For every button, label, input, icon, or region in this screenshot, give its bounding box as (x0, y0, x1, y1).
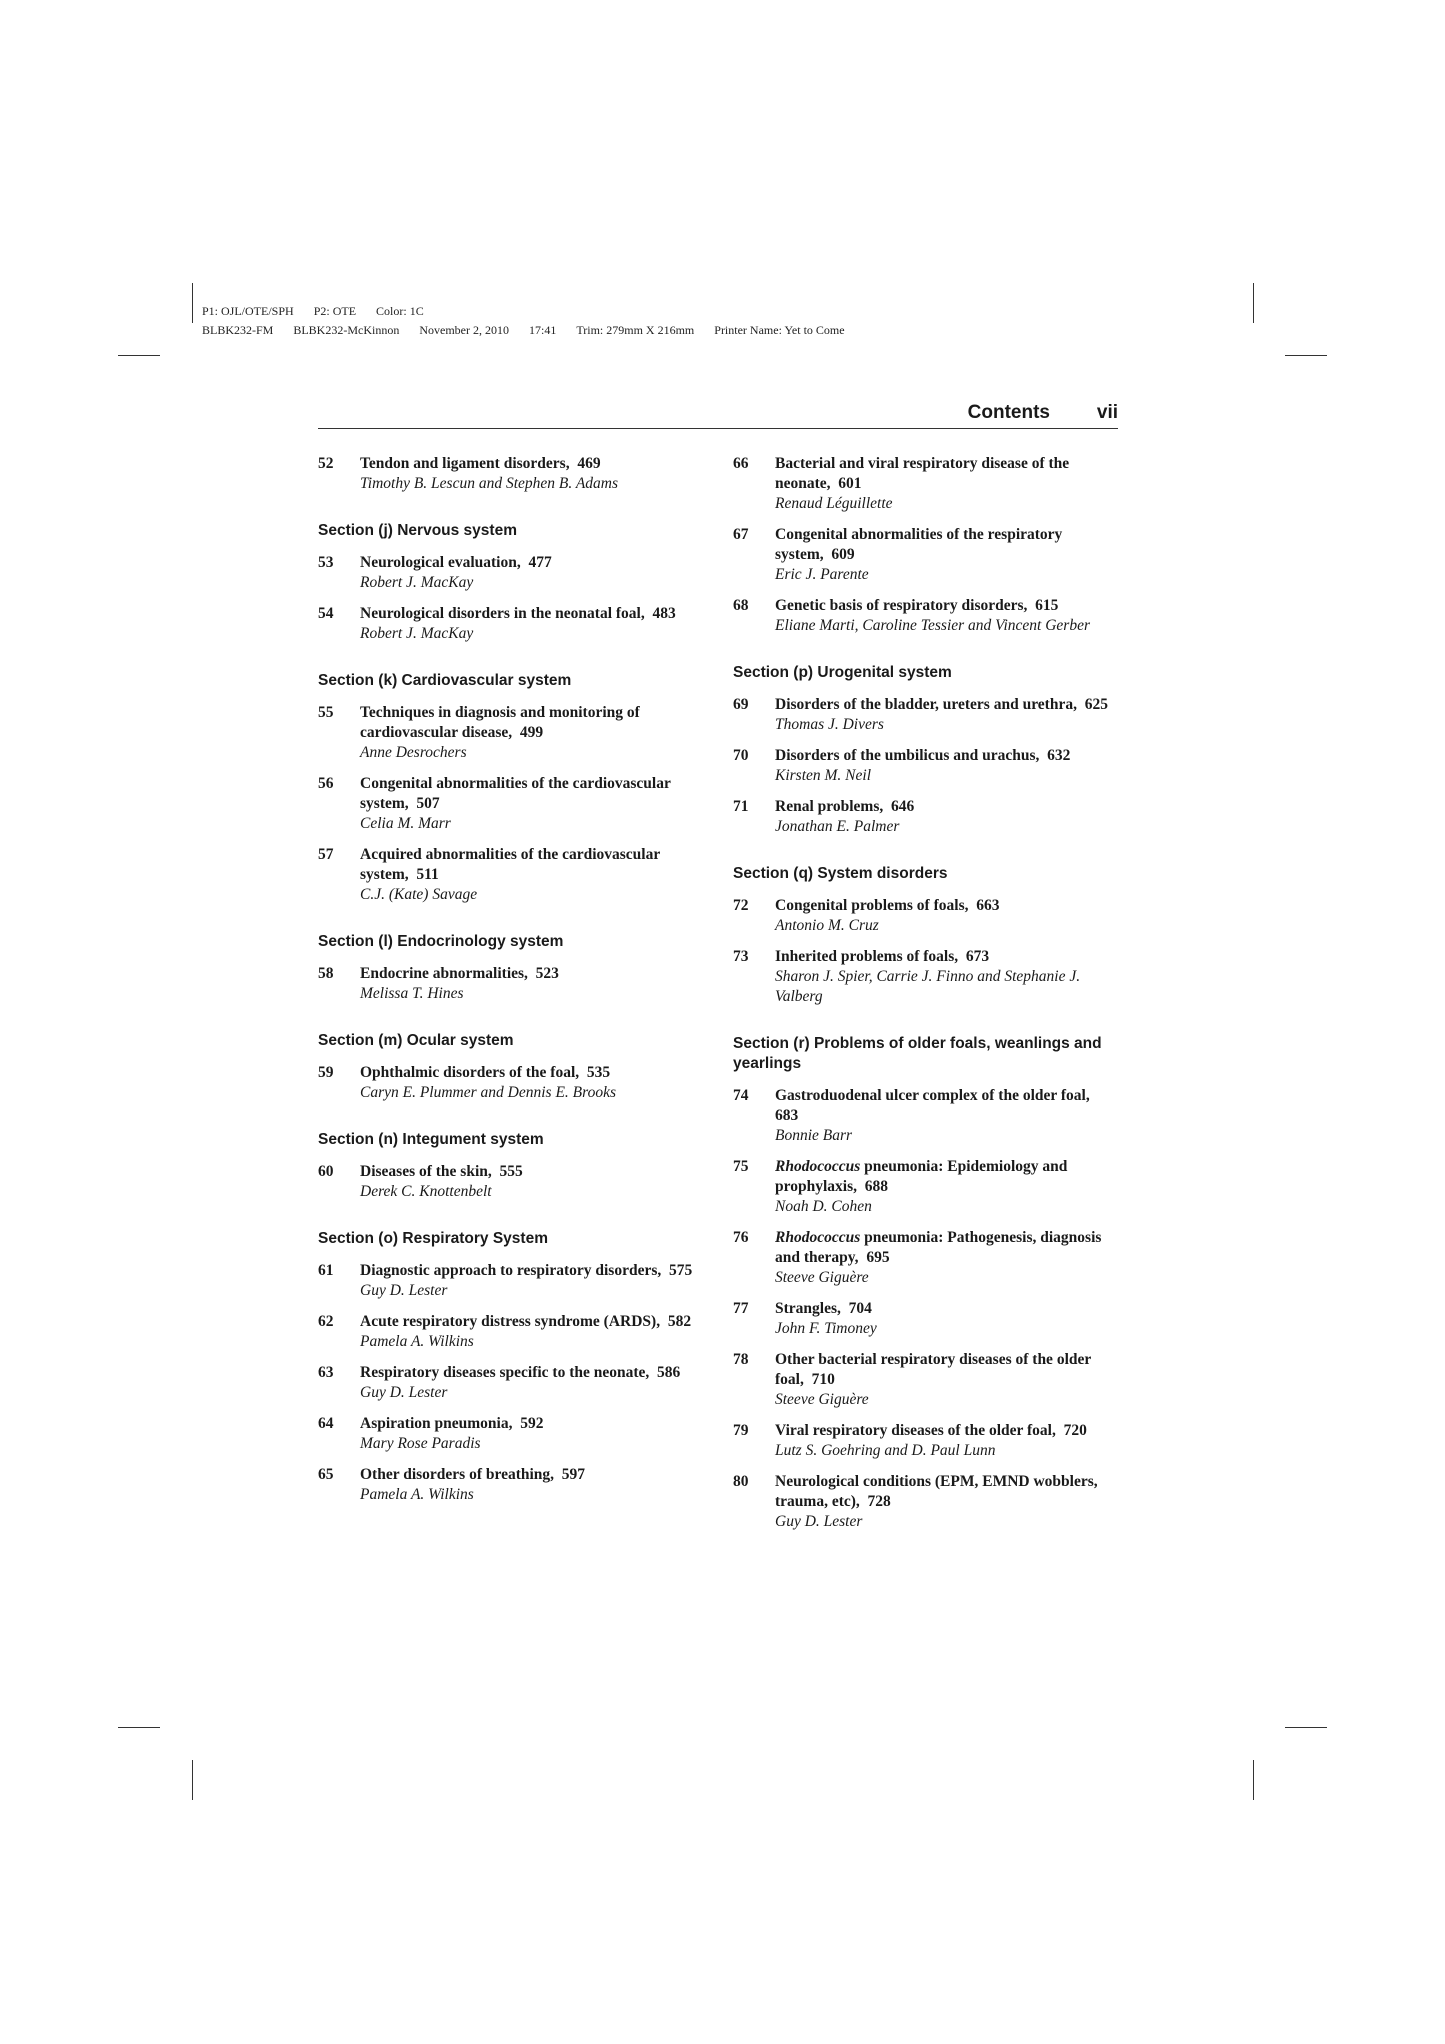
section-heading: Section (k) Cardiovascular system (318, 672, 572, 689)
chapter-page: 663 (976, 897, 1000, 914)
chapter-author: Guy D. Lester (360, 1282, 448, 1299)
section-heading: Section (j) Nervous system (318, 522, 517, 539)
slug-book: BLBK232-McKinnon (293, 323, 400, 337)
chapter-title: Other disorders of breathing, 597 (360, 1466, 586, 1483)
chapter-page: 575 (669, 1262, 693, 1279)
chapter-number: 55 (318, 704, 334, 721)
chapter-page: 710 (811, 1371, 835, 1388)
toc-entry[interactable] (318, 1162, 703, 1202)
chapter-number: 56 (318, 775, 334, 792)
chapter-number: 67 (733, 526, 749, 543)
chapter-title: Renal problems, 646 (775, 798, 915, 815)
crop-mark-top-right (1253, 283, 1254, 323)
chapter-number: 72 (733, 897, 749, 914)
toc-entry[interactable] (733, 947, 1118, 1007)
chapter-title: Neurological evaluation, 477 (360, 554, 552, 571)
trim-mark-bottom-right (1285, 1727, 1327, 1728)
chapter-page: 704 (848, 1300, 872, 1317)
chapter-title: Aspiration pneumonia, 592 (360, 1415, 544, 1432)
chapter-page: 592 (520, 1415, 544, 1432)
toc-entry[interactable] (318, 845, 703, 905)
chapter-number: 71 (733, 798, 749, 815)
toc-entry[interactable] (318, 964, 703, 1004)
running-head (318, 400, 1118, 429)
slug-trim: Trim: 279mm X 216mm (576, 323, 695, 337)
chapter-title: Rhodococcus pneumonia: Epidemiology and prophylaxis, 688 (775, 1158, 1068, 1195)
toc-entry[interactable] (733, 1086, 1118, 1146)
crop-mark-bottom-left (192, 1760, 193, 1800)
chapter-author: Sharon J. Spier, Carrie J. Finno and Stephanie J. Valberg (775, 968, 1081, 1005)
chapter-number: 68 (733, 597, 749, 614)
toc-entry[interactable] (318, 1363, 703, 1403)
chapter-page: 695 (866, 1249, 890, 1266)
chapter-title: Neurological disorders in the neonatal foal, 483 (360, 605, 676, 622)
toc-entry[interactable] (733, 1228, 1118, 1288)
chapter-author: Steeve Giguère (775, 1391, 869, 1408)
chapter-author: Robert J. MacKay (360, 574, 474, 591)
chapter-author: Jonathan E. Palmer (775, 818, 900, 835)
toc-entry[interactable] (733, 896, 1118, 936)
crop-mark-bottom-right (1253, 1760, 1254, 1800)
chapter-title: Rhodococcus pneumonia: Pathogenesis, diagnosis and therapy, 695 (775, 1229, 1102, 1266)
chapter-title: Congenital abnormalities of the respiratory system, 609 (775, 526, 1063, 563)
chapter-page: 511 (416, 866, 439, 883)
chapter-title: Bacterial and viral respiratory disease of the neonate, 601 (775, 455, 1070, 492)
chapter-number: 52 (318, 455, 334, 472)
chapter-number: 61 (318, 1262, 334, 1279)
chapter-number: 59 (318, 1064, 334, 1081)
chapter-title: Congenital abnormalities of the cardiovascular system, 507 (360, 775, 671, 812)
chapter-number: 66 (733, 455, 749, 472)
toc-entry[interactable] (318, 1312, 703, 1352)
slug-time: 17:41 (529, 323, 557, 337)
trim-mark-bottom-left (118, 1727, 160, 1728)
chapter-page: 523 (535, 965, 559, 982)
chapter-number: 77 (733, 1300, 749, 1317)
chapter-number: 62 (318, 1313, 334, 1330)
chapter-title: Disorders of the umbilicus and urachus, 632 (775, 747, 1071, 764)
chapter-title-italic: Rhodococcus (775, 1229, 861, 1246)
toc-entry[interactable] (318, 1261, 703, 1301)
section-heading: Section (r) Problems of older foals, weanlings and yearlings (733, 1035, 1102, 1072)
toc-entry[interactable] (733, 596, 1118, 636)
chapter-author: Celia M. Marr (360, 815, 451, 832)
toc-entry[interactable] (733, 1299, 1118, 1339)
chapter-number: 73 (733, 948, 749, 965)
chapter-page: 555 (499, 1163, 523, 1180)
chapter-author: C.J. (Kate) Savage (360, 886, 478, 903)
toc-entry[interactable] (733, 1472, 1118, 1532)
chapter-page: 646 (890, 798, 915, 815)
chapter-page: 625 (1084, 696, 1108, 713)
chapter-author: Melissa T. Hines (360, 985, 464, 1002)
chapter-author: Guy D. Lester (360, 1384, 448, 1401)
chapter-title: Other bacterial respiratory diseases of the older foal, 710 (775, 1351, 1091, 1388)
toc-entry[interactable] (318, 1465, 703, 1505)
chapter-title-italic: Rhodococcus (775, 1158, 861, 1175)
page-number: vii (1096, 402, 1118, 423)
chapter-page: 586 (657, 1364, 681, 1381)
chapter-number: 58 (318, 965, 334, 982)
chapter-title: Respiratory diseases specific to the neonate, 586 (360, 1364, 681, 1381)
chapter-page: 683 (775, 1107, 799, 1124)
chapter-number: 57 (318, 846, 334, 863)
chapter-title: Tendon and ligament disorders, 469 (360, 455, 601, 472)
chapter-title: Diagnostic approach to respiratory disorders, 575 (360, 1262, 693, 1279)
chapter-page: 632 (1047, 747, 1071, 764)
chapter-title: Disorders of the bladder, ureters and urethra, 625 (775, 696, 1108, 713)
chapter-title: Inherited problems of foals, 673 (775, 948, 990, 965)
slug-line-2 (196, 309, 865, 337)
section-heading: Section (m) Ocular system (318, 1032, 514, 1049)
chapter-title: Strangles, 704 (775, 1300, 872, 1317)
chapter-author: Antonio M. Cruz (775, 917, 879, 934)
chapter-number: 79 (733, 1422, 749, 1439)
chapter-author: Thomas J. Divers (775, 716, 884, 733)
chapter-title: Genetic basis of respiratory disorders, 615 (775, 597, 1059, 614)
chapter-title: Acquired abnormalities of the cardiovascular system, 511 (360, 846, 660, 883)
chapter-title: Gastroduodenal ulcer complex of the older foal, 683 (775, 1087, 1094, 1124)
section-heading: Section (n) Integument system (318, 1131, 544, 1148)
slug-file: BLBK232-FM (202, 323, 274, 337)
toc-entry[interactable] (318, 1063, 703, 1103)
slug-proof-1: P1: OJL/OTE/SPH (202, 304, 294, 318)
chapter-page: 728 (867, 1493, 891, 1510)
chapter-number: 63 (318, 1364, 334, 1381)
chapter-number: 70 (733, 747, 749, 764)
toc-entry[interactable] (318, 454, 703, 494)
chapter-title: Viral respiratory diseases of the older foal, 720 (775, 1422, 1087, 1439)
running-head-title: Contents (967, 402, 1050, 423)
chapter-page: 535 (586, 1064, 611, 1081)
chapter-title: Congenital problems of foals, 663 (775, 897, 1000, 914)
chapter-page: 477 (528, 554, 552, 571)
chapter-author: Derek C. Knottenbelt (360, 1183, 492, 1200)
chapter-page: 507 (416, 795, 440, 812)
chapter-author: Renaud Léguillette (775, 495, 893, 512)
chapter-page: 499 (519, 724, 544, 741)
chapter-author: Robert J. MacKay (360, 625, 474, 642)
section-heading: Section (l) Endocrinology system (318, 933, 564, 950)
chapter-author: Caryn E. Plummer and Dennis E. Brooks (360, 1084, 617, 1101)
toc-entry[interactable] (318, 774, 703, 834)
chapter-author: John F. Timoney (775, 1320, 877, 1337)
chapter-page: 483 (652, 605, 676, 622)
chapter-author: Pamela A. Wilkins (360, 1486, 474, 1503)
chapter-number: 69 (733, 696, 749, 713)
chapter-title: Diseases of the skin, 555 (360, 1163, 523, 1180)
chapter-number: 64 (318, 1415, 334, 1432)
chapter-number: 74 (733, 1087, 749, 1104)
chapter-number: 80 (733, 1473, 749, 1490)
chapter-author: Guy D. Lester (775, 1513, 863, 1530)
chapter-title: Endocrine abnormalities, 523 (360, 965, 559, 982)
chapter-title: Ophthalmic disorders of the foal, 535 (360, 1064, 611, 1081)
chapter-author: Eliane Marti, Caroline Tessier and Vincent Gerber (775, 617, 1090, 634)
toc-entry[interactable] (733, 525, 1118, 585)
chapter-page: 469 (577, 455, 601, 472)
chapter-number: 65 (318, 1466, 334, 1483)
chapter-author: Lutz S. Goehring and D. Paul Lunn (775, 1442, 996, 1459)
toc-entry[interactable] (733, 746, 1118, 786)
crop-mark-top-left (192, 283, 193, 323)
chapter-page: 601 (838, 475, 862, 492)
chapter-author: Kirsten M. Neil (775, 767, 872, 784)
chapter-page: 597 (561, 1466, 586, 1483)
chapter-title: Neurological conditions (EPM, EMND wobblers, trauma, etc), 728 (775, 1473, 1098, 1510)
chapter-author: Timothy B. Lescun and Stephen B. Adams (360, 475, 619, 492)
chapter-title: Techniques in diagnosis and monitoring of cardiovascular disease, 499 (360, 704, 640, 741)
section-heading: Section (o) Respiratory System (318, 1230, 548, 1247)
trim-mark-top-right (1285, 355, 1327, 356)
chapter-author: Mary Rose Paradis (360, 1435, 481, 1452)
chapter-author: Noah D. Cohen (775, 1198, 872, 1215)
toc-entry[interactable] (318, 703, 703, 763)
chapter-number: 54 (318, 605, 334, 622)
chapter-number: 78 (733, 1351, 749, 1368)
toc-entry[interactable] (318, 604, 703, 644)
chapter-author: Pamela A. Wilkins (360, 1333, 474, 1350)
chapter-page: 609 (831, 546, 855, 563)
chapter-page: 688 (864, 1178, 888, 1195)
toc-entry[interactable] (733, 695, 1118, 735)
chapter-author: Eric J. Parente (775, 566, 869, 583)
chapter-number: 53 (318, 554, 334, 571)
chapter-author: Anne Desrochers (360, 744, 467, 761)
chapter-number: 76 (733, 1229, 749, 1246)
slug-proof-2: P2: OTE (313, 304, 357, 318)
toc-entry[interactable] (733, 1421, 1118, 1461)
chapter-page: 720 (1063, 1422, 1087, 1439)
chapter-number: 75 (733, 1158, 749, 1175)
toc-entry[interactable] (318, 1414, 703, 1454)
chapter-page: 582 (667, 1313, 692, 1330)
slug-printer: Printer Name: Yet to Come (714, 323, 845, 337)
slug-date: November 2, 2010 (419, 323, 509, 337)
contents-left-column (318, 454, 703, 1516)
chapter-page: 615 (1035, 597, 1059, 614)
toc-entry[interactable] (733, 797, 1118, 837)
chapter-author: Bonnie Barr (775, 1127, 853, 1144)
toc-entry[interactable] (733, 454, 1118, 514)
toc-entry[interactable] (318, 553, 703, 593)
trim-mark-top-left (118, 355, 160, 356)
chapter-number: 60 (318, 1163, 334, 1180)
chapter-author: Steeve Giguère (775, 1269, 869, 1286)
slug-color: Color: 1C (376, 304, 424, 318)
section-heading: Section (p) Urogenital system (733, 664, 952, 681)
contents-right-column (733, 454, 1118, 1543)
chapter-page: 673 (965, 948, 990, 965)
chapter-title: Acute respiratory distress syndrome (ARDS), 582 (360, 1313, 692, 1330)
toc-entry[interactable] (733, 1157, 1118, 1217)
section-heading: Section (q) System disorders (733, 865, 948, 882)
toc-entry[interactable] (733, 1350, 1118, 1410)
